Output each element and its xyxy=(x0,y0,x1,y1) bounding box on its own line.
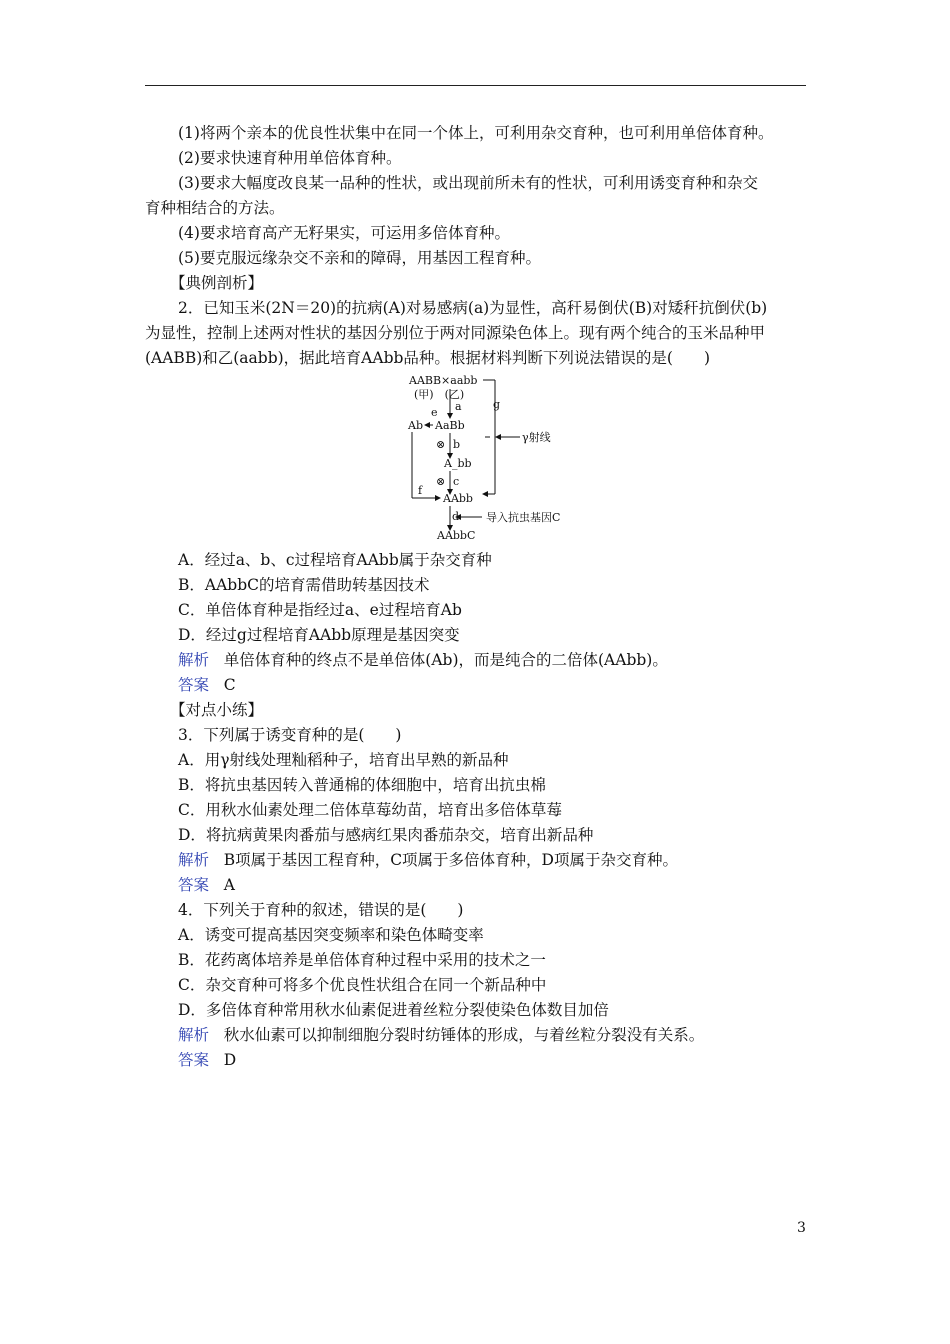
q4-option-c: C．杂交育种可将多个优良性状组合在同一个新品种中 xyxy=(178,976,547,994)
diagram-label-c: c xyxy=(453,475,460,488)
q2-stem-line-1: 2．已知玉米(2N＝20)的抗病(A)对易感病(a)为显性，高秆易倒伏(B)对矮秆抗倒伏(b) xyxy=(178,299,768,317)
q4-option-b: B．花药离体培养是单倍体育种过程中采用的技术之一 xyxy=(178,951,546,969)
q3-analysis-text: B项属于基因工程育种，C项属于多倍体育种，D项属于杂交育种。 xyxy=(223,851,678,869)
tip-3: (3)要求大幅度改良某一品种的性状，或出现前所未有的性状，可利用诱变育种和杂交 xyxy=(178,174,758,192)
q3-option-a: A．用γ射线处理籼稻种子，培育出早熟的新品种 xyxy=(178,751,509,769)
diagram-label-b: b xyxy=(453,438,461,451)
q2-answer xyxy=(178,674,236,696)
q4-answer xyxy=(178,1049,236,1071)
answer-label: 答案 xyxy=(178,676,210,694)
q2-analysis-text: 单倍体育种的终点不是单倍体(Ab)，而是纯合的二倍体(AAbb)。 xyxy=(223,651,668,669)
q3-analysis xyxy=(178,849,678,871)
section-practice-heading: 【对点小练】 xyxy=(170,701,264,719)
q4-answer-text: D xyxy=(223,1051,237,1069)
diagram-self-2: ⊗ xyxy=(436,475,446,488)
diagram-cross: AABB×aabb xyxy=(409,374,478,387)
q2-stem-line-2: 为显性，控制上述两对性状的基因分别位于两对同源染色体上。现有两个纯合的玉米品种甲 xyxy=(145,324,766,342)
header-rule xyxy=(145,85,806,86)
page-number: 3 xyxy=(797,1220,806,1236)
q2-stem-line-3: (AABB)和乙(aabb)，据此培育AAbb品种。根据材料判断下列说法错误的是( ) xyxy=(145,349,711,367)
tip-5: (5)要克服远缘杂交不亲和的障碍，用基因工程育种。 xyxy=(178,249,541,267)
q2-option-b: B．AAbbC的培育需借助转基因技术 xyxy=(178,576,430,594)
breeding-diagram xyxy=(400,372,590,542)
diagram-gamma-ray: γ射线 xyxy=(522,431,551,444)
diagram-self-1: ⊗ xyxy=(436,438,446,451)
diagram-insert-gene: 导入抗虫基因C xyxy=(486,511,561,524)
diagram-aabb-pure: AAbb xyxy=(443,492,473,505)
q2-analysis xyxy=(178,649,668,671)
tip-1: (1)将两个亲本的优良性状集中在同一个体上，可利用杂交育种，也可利用单倍体育种。 xyxy=(178,124,774,142)
diagram-a-bb: A_bb xyxy=(444,457,472,470)
q4-analysis xyxy=(178,1024,704,1046)
q3-option-d: D．将抗病黄果肉番茄与感病红果肉番茄杂交，培育出新品种 xyxy=(178,826,594,844)
tip-4: (4)要求培育高产无籽果实，可运用多倍体育种。 xyxy=(178,224,510,242)
analysis-label: 解析 xyxy=(178,651,210,669)
q2-option-d: D．经过g过程培育AAbb原理是基因突变 xyxy=(178,626,460,644)
q4-stem: 4．下列关于育种的叙述，错误的是( ) xyxy=(178,901,464,919)
section-example-heading: 【典例剖析】 xyxy=(170,274,264,292)
answer-label: 答案 xyxy=(178,876,210,894)
q3-option-c: C．用秋水仙素处理二倍体草莓幼苗，培育出多倍体草莓 xyxy=(178,801,562,819)
q2-answer-text: C xyxy=(223,676,236,694)
diagram-aabb: AaBb xyxy=(435,419,465,432)
analysis-label: 解析 xyxy=(178,1026,210,1044)
diagram-label-g: g xyxy=(493,398,501,411)
q3-answer-text: A xyxy=(223,876,235,894)
q4-analysis-text: 秋水仙素可以抑制细胞分裂时纺锤体的形成，与着丝粒分裂没有关系。 xyxy=(223,1026,705,1044)
diagram-label-f: f xyxy=(418,484,423,497)
diagram-ab: Ab xyxy=(408,419,423,432)
diagram-label-e: e xyxy=(431,406,438,419)
q3-stem: 3．下列属于诱变育种的是( ) xyxy=(178,726,402,744)
diagram-parents: (甲) (乙) xyxy=(414,388,465,401)
diagram-aabbc: AAbbC xyxy=(437,529,476,542)
analysis-label: 解析 xyxy=(178,851,210,869)
diagram-label-d: d xyxy=(452,510,460,523)
q3-answer xyxy=(178,874,235,896)
q2-option-c: C．单倍体育种是指经过a、e过程培育Ab xyxy=(178,601,462,619)
tip-2: (2)要求快速育种用单倍体育种。 xyxy=(178,149,402,167)
q2-option-a: A．经过a、b、c过程培育AAbb属于杂交育种 xyxy=(178,551,492,569)
q4-option-d: D．多倍体育种常用秋水仙素促进着丝粒分裂使染色体数目加倍 xyxy=(178,1001,609,1019)
q4-option-a: A．诱变可提高基因突变频率和染色体畸变率 xyxy=(178,926,484,944)
q3-option-b: B．将抗虫基因转入普通棉的体细胞中，培育出抗虫棉 xyxy=(178,776,546,794)
tip-3-cont: 育种相结合的方法。 xyxy=(145,199,285,217)
diagram-label-a: a xyxy=(455,400,462,413)
answer-label: 答案 xyxy=(178,1051,210,1069)
